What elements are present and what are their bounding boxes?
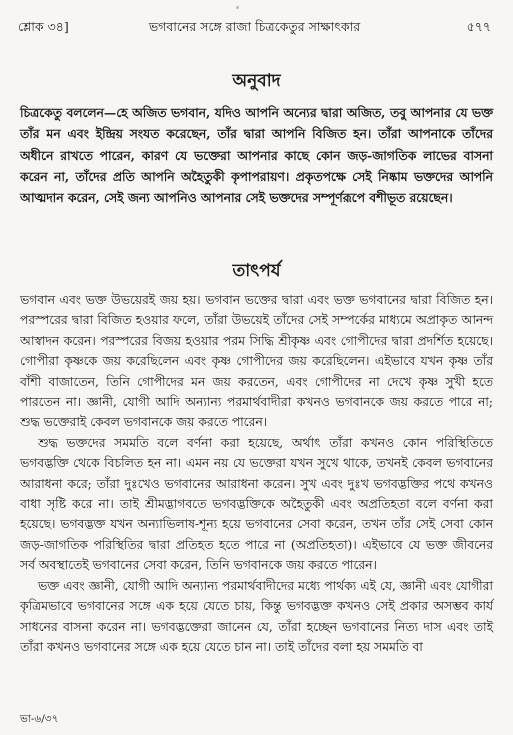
purport-heading: তাৎপর্য <box>232 261 281 281</box>
translation-heading: অনুবাদ <box>232 71 281 91</box>
printer-signature: ভা-৬/৩৭ <box>20 713 59 725</box>
purport-body <box>20 290 493 657</box>
page-number: ৫৭৭ <box>466 19 491 34</box>
page-mark <box>236 6 239 9</box>
purport-paragraph: ভক্ত এবং জ্ঞানী, যোগী আদি অন্যান্য পরমার্থবাদীদের মধ্যে পার্থক্য এই যে, জ্ঞানী এবং যোগীরা কৃত্রিমভাবে ভগবানের সঙ্গে এক হয়ে যেতে চায়, কিন্তু ভগবদ্ভক্ত কখনও সেই প্রকার অসম্ভব কার্য সাধনের বাসনা করেন না। ভগবদ্ভক্তেরা জানেন যে, তাঁরা হচ্ছেন ভগবানের নিত্য দাস এবং তাই তাঁরা কখনও ভগবানের সঙ্গে এক হয়ে যেতে চান না। তাই তাঁদের বলা হয় সমমতি বা <box>20 578 493 654</box>
purport-paragraph: শুদ্ধ ভক্তদের সমমতি বলে বর্ণনা করা হয়েছে, অর্থাৎ তাঁরা কখনও কোন পরিস্থিতিতে ভগবদ্ভক্তি থেকে বিচলিত হন না। এমন নয় যে ভক্তেরা যখন সুখে থাকে, তখনই কেবল ভগবানের আরাধনা করে; তাঁরা দুঃখেও ভগবানের আরাধনা করেন। সুখ এবং দুঃখ ভগবদ্ভক্তির পথে কখনও বাধা সৃষ্টি করে না। তাই শ্রীমদ্ভাগবতে ভগবদ্ভক্তিকে অহৈতুকী এবং অপ্রতিহতা বলে বর্ণনা করা হয়েছে। ভগবদ্ভক্ত যখন অন্যাভিলাষ-শূন্য হয়ে ভগবানের সেবা করেন, তখন তাঁর সেই সেবা কোন জড়-জাগতিক পরিস্থিতির দ্বারা প্রতিহত হতে পারে না (অপ্রতিহতা)। এইভাবে যে ভক্ত জীবনের সর্ব অবস্থাতেই ভগবানের সেবা করেন, তিনি ভগবানকে জয় করতে পারেন। <box>20 435 493 573</box>
chapter-title: ভগবানের সঙ্গে রাজা চিত্রকেতুর সাক্ষাৎকার <box>148 19 361 34</box>
verse-reference: শ্লোক ৩৪] <box>18 19 69 34</box>
purport-paragraph: ভগবান এবং ভক্ত উভয়েরই জয় হয়। ভগবান ভক্তের দ্বারা এবং ভক্ত ভগবানের দ্বারা বিজিত হন। পরস্পরের দ্বারা বিজিত হওয়ার ফলে, তাঁরা উভয়েই তাঁদের সেই সম্পর্কের মাধ্যমে অপ্রাকৃত আনন্দ আস্বাদন করেন। পরস্পরের বিজয় হওয়ার পরম সিদ্ধি শ্রীকৃষ্ণ এবং গোপীদের দ্বারা প্রদর্শিত হয়েছে। গোপীরা কৃষ্ণকে জয় করেছিলেন এবং কৃষ্ণ গোপীদের জয় করেছিলেন। এইভাবে যখন কৃষ্ণ তাঁর বাঁশী বাজাতেন, তিনি গোপীদের মন জয় করতেন, এবং গোপীদের না দেখে কৃষ্ণ সুখী হতে পারতেন না। জ্ঞানী, যোগী আদি অন্যান্য পরমার্থবাদীরা কখনও ভগবানকে জয় করতে পারে না; শুদ্ধ ভক্তেরাই কেবল ভগবানকে জয় করতে পারেন। <box>20 293 493 430</box>
running-header <box>18 16 491 38</box>
translation-text: চিত্রকেতু বললেন—হে অজিত ভগবান, যদিও আপনি অন্যের দ্বারা অজিত, তবু আপনার যে ভক্ত তাঁর মন এবং ইন্দ্রিয় সংযত করেছেন, তাঁর দ্বারা আপনি বিজিত হন। তাঁরা আপনাকে তাঁদের অধীনে রাখতে পারেন, কারণ যে ভক্তেরা আপনার কাছে কোন জড়-জাগতিক লাভের বাসনা করেন না, তাঁদের প্রতি আপনি অহৈতুকী কৃপাপরায়ণ। প্রকৃতপক্ষে সেই নিষ্কাম ভক্তদের আপনি আত্মদান করেন, সেই জন্য আপনিও আপনার সেই ভক্তদের সম্পূর্ণরূপে বশীভূত রয়েছেন। <box>20 105 493 206</box>
